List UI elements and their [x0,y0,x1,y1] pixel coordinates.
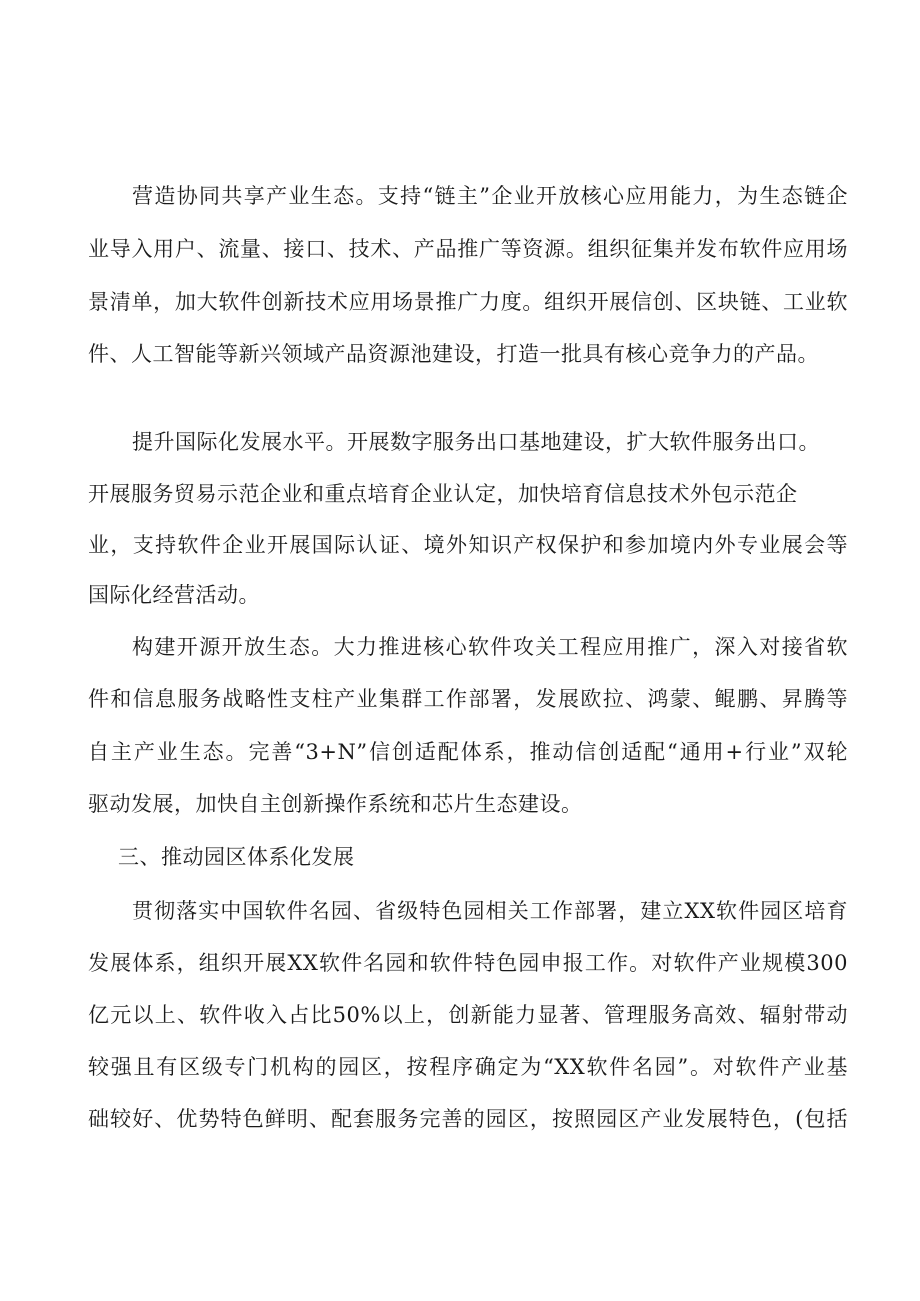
paragraph-1-line-4: 件、人工智能等新兴领域产品资源池建设，打造一批具有核心竞争力的产品。 [88,342,819,366]
paragraph-4-line-5: 础较好、优势特色鲜明、配套服务完善的园区，按照园区产业发展特色，(包括 [88,1107,848,1131]
paragraph-4-line-4: 较强且有区级专门机构的园区，按程序确定为“XX软件名园”。对软件产业基 [88,1055,848,1079]
paragraph-4-line-1: 贯彻落实中国软件名园、省级特色园相关工作部署，建立XX软件园区培育 [132,899,848,923]
paragraph-3-line-2: 件和信息服务战略性支柱产业集群工作部署，发展欧拉、鸿蒙、鲲鹏、昇腾等 [88,687,848,711]
section-heading: 三、推动园区体系化发展 [118,845,355,869]
paragraph-2-line-2: 开展服务贸易示范企业和重点培育企业认定，加快培育信息技术外包示范企 [88,482,798,506]
paragraph-4-line-3: 亿元以上、软件收入占比50%以上，创新能力显著、管理服务高效、辐射带动 [88,1003,848,1027]
paragraph-4-line-2: 发展体系，组织开展XX软件名园和软件特色园申报工作。对软件产业规模300 [88,951,848,975]
paragraph-1-line-3: 景清单，加大软件创新技术应用场景推广力度。组织开展信创、区块链、工业软 [88,290,848,314]
paragraph-1-line-1: 营造协同共享产业生态。支持“链主”企业开放核心应用能力，为生态链企 [132,184,848,208]
paragraph-3-line-4: 驱动发展，加快自主创新操作系统和芯片生态建设。 [88,792,583,816]
paragraph-3-line-1: 构建开源开放生态。大力推进核心软件攻关工程应用推广，深入对接省软 [132,635,848,659]
paragraph-2-line-1: 提升国际化发展水平。开展数字服务出口基地建设，扩大软件服务出口。 [132,430,820,454]
paragraph-2-line-3: 业，支持软件企业开展国际认证、境外知识产权保护和参加境内外专业展会等 [88,533,848,557]
paragraph-1-line-2: 业导入用户、流量、接口、技术、产品推广等资源。组织征集并发布软件应用场 [88,237,848,261]
paragraph-3-line-3: 自主产业生态。完善“3+N”信创适配体系，推动信创适配“通用+行业”双轮 [88,740,848,764]
paragraph-2-line-4: 国际化经营活动。 [88,583,260,607]
